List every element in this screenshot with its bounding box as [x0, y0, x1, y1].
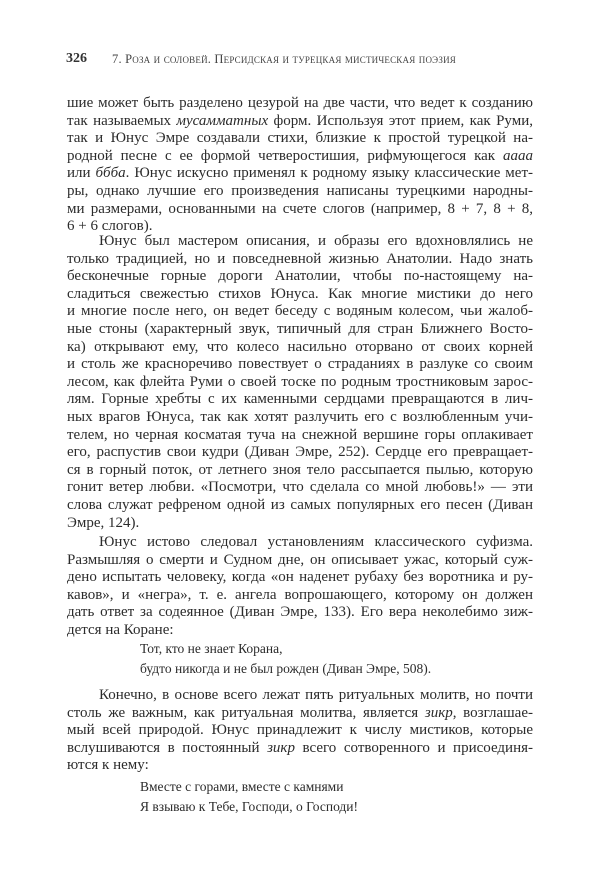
paragraph-3-line — [67, 568, 533, 586]
text-run: Размышляя о смерти и Судном дне, он описывает ужас, который суж- — [67, 551, 533, 568]
text-run: бесконечные горные дороги Анатолии, чтобы по-настоящему на- — [67, 268, 533, 285]
paragraph-2-line — [67, 320, 533, 338]
text-run: Юнус истово следовал установлениям классического суфизма. — [99, 534, 533, 550]
paragraph-2-line — [99, 232, 533, 250]
italic-term: зикр — [424, 704, 453, 721]
text-run: вслушиваются в постоянный — [67, 739, 268, 756]
paragraph-2-line — [67, 408, 533, 426]
italic-term: зикр — [267, 739, 295, 756]
text-run: кавов», и «негра», т. е. ангела вопрошающего, которому он должен — [67, 586, 533, 603]
text-run: родной песне с ее формой четверостишия, рифмующегося как — [67, 147, 503, 164]
paragraph-2-line — [67, 338, 533, 356]
text-run: ются к нему: — [67, 757, 149, 774]
paragraph-4-line — [67, 739, 533, 757]
verse-line: Я взываю к Тебе, Господи, о Господи! — [140, 798, 359, 814]
paragraph-2-line — [67, 355, 533, 373]
text-run: Юнус был мастером описания, и образы его вдохновлялись не — [99, 233, 533, 249]
text-run: сладиться свежестью стихов Юнуса. Как многие мистики до него — [67, 285, 533, 302]
text-run: ся в горный поток, от летнего зноя тело рассыпается пылью, которую — [67, 461, 533, 478]
text-run: ры, однако лучшие его произведения написаны турецкими народны- — [67, 183, 533, 199]
paragraph-3-line — [67, 621, 533, 639]
verse-line: Тот, кто не знает Корана, — [140, 641, 283, 656]
paragraph-3-line — [67, 603, 533, 621]
italic-term: аааа — [503, 147, 533, 164]
text-run: гонит ветер любви. «Посмотри, что сделала со мной любовь!» — эти — [67, 479, 533, 496]
paragraph-2-line — [67, 267, 533, 285]
text-run: дется на Коране: — [67, 622, 174, 638]
paragraph-2-line — [67, 443, 533, 461]
text-run: . Юнус искусно применял к родному языку классические мет- — [125, 165, 533, 182]
text-run: ные стоны (характерный звук, типичный для стран Ближнего Восто- — [67, 321, 533, 337]
paragraph-1-line — [67, 112, 533, 130]
text-run: и столь же красноречиво повествует о страданиях в разлуке со своим — [67, 356, 533, 373]
paragraph-2-line — [67, 461, 533, 479]
paragraph-4-line — [67, 704, 533, 722]
paragraph-1-line — [67, 200, 533, 218]
text-run: его, распустив свои кудри (Диван Эмре, 252). Сердце его превращает- — [67, 444, 533, 461]
text-run: ка) открывают ему, что колесо насильно оторвано от своих корней — [67, 338, 533, 355]
paragraph-4-line — [67, 721, 533, 739]
paragraph-2-line — [67, 390, 533, 408]
text-run: лесом, как флейта Руми о своей тоске по родным тростниковым зарос- — [67, 373, 533, 390]
text-run: , возглашае- — [452, 704, 533, 721]
verse-line: будто никогда и не был рожден (Диван Эмре, 508). — [140, 660, 432, 676]
paragraph-3-line — [99, 533, 533, 551]
text-run: мый всей природой. Юнус принадлежит к числу мистиков, которые — [67, 722, 533, 739]
paragraph-2-line — [67, 373, 533, 391]
text-run: форм. Используя этот прием, как Руми, — [268, 112, 533, 129]
paragraph-1-line — [67, 147, 533, 165]
text-run: столь же важным, как ритуальная молитва, является — [67, 704, 425, 721]
text-run: телем, но черная косматая туча на снежной вершине горы оплакивает — [67, 426, 533, 443]
text-run: только традицией, но и повседневной жизнью Анатолии. Надо знать — [67, 250, 533, 267]
text-run: или — [67, 165, 96, 182]
paragraph-2-line — [67, 478, 533, 496]
text-run: шие может быть разделено цезурой на две части, что ведет к созданию — [67, 95, 533, 111]
text-run: Конечно, в основе всего лежат пять ритуальных молитв, но почти — [99, 687, 533, 703]
paragraph-2-line — [67, 426, 533, 444]
text-run: дать ответ за содеянное (Диван Эмре, 133). Его вера неколебимо зиж- — [67, 604, 533, 621]
paragraph-3-line — [67, 586, 533, 604]
verse-line: Вместе с горами, вместе с камнями — [140, 779, 344, 794]
text-run: и многие после него, он ведет беседу с водяным колесом, чьи жалоб- — [67, 303, 533, 320]
text-run: 6 + 6 слогов). — [67, 218, 153, 235]
text-run: слова служат рефреном одной из самых популярных его песен (Диван — [67, 497, 533, 513]
paragraph-2-line — [67, 514, 533, 532]
text-run: Эмре, 124). — [67, 514, 140, 531]
paragraph-1-line — [67, 129, 533, 147]
text-run: дено испытать человеку, когда «он наденет рубаху без воротника и ру- — [67, 569, 533, 586]
text-run: так называемых — [67, 112, 177, 129]
italic-term: ббба — [95, 165, 126, 182]
paragraph-2-line — [67, 250, 533, 268]
running-head: 7. Роза и соловей. Персидская и турецкая мистическая поэзия — [112, 52, 457, 66]
text-run: так и Юнус Эмре создавали стихи, близкие к простой турецкой на- — [67, 130, 533, 147]
paragraph-1-line — [67, 164, 533, 182]
paragraph-4-line — [67, 756, 533, 774]
text-run: ми размерами, основанными на счете слогов (например, 8 + 7, 8 + 8, — [67, 200, 533, 217]
text-run: ных врагов Юнуса, так как хотят разлучить его с возлюбленным учи- — [67, 409, 533, 425]
page-number: 326 — [66, 51, 87, 66]
paragraph-1-line — [67, 182, 533, 200]
paragraph-2-line — [67, 285, 533, 303]
text-run: лям. Горные хребты с их каменными сердцами превращаются в лич- — [67, 391, 533, 408]
paragraph-2-line — [67, 496, 533, 514]
paragraph-4-line — [99, 686, 533, 704]
italic-term: мусамматных — [176, 112, 269, 129]
paragraph-3-line — [67, 551, 533, 569]
paragraph-2-line — [67, 302, 533, 320]
paragraph-1-line — [67, 94, 533, 112]
text-run: всего сотворенного и присоединя- — [294, 739, 533, 756]
